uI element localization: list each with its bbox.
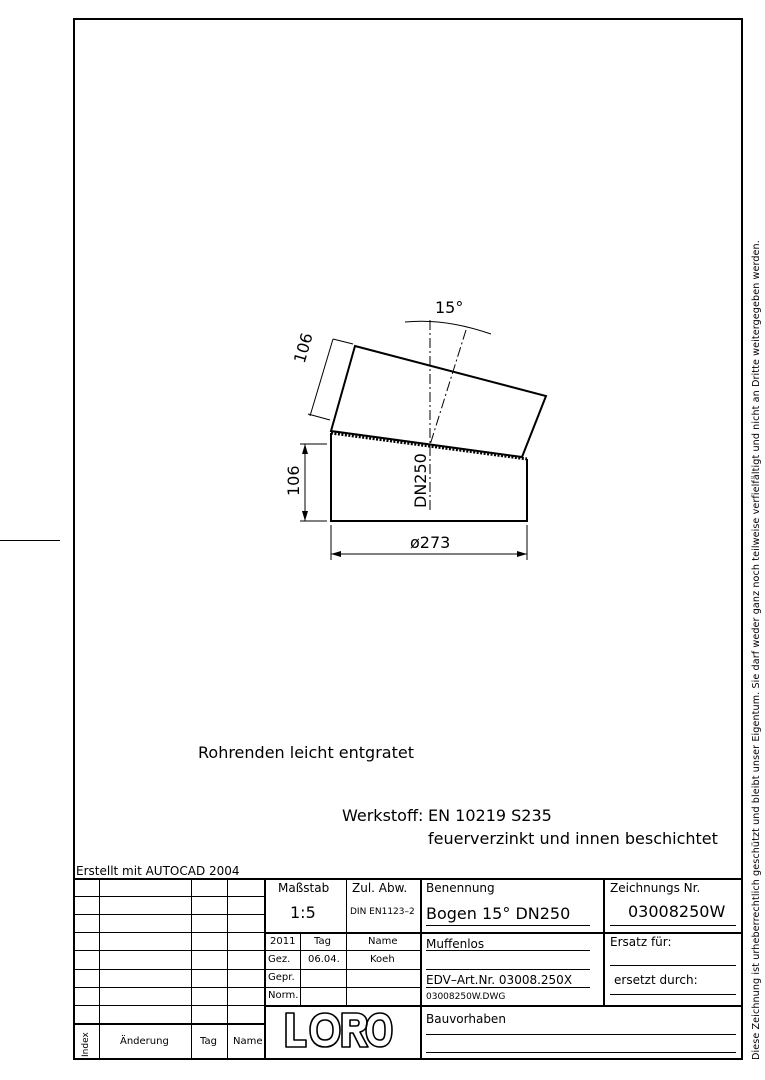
project-label: Bauvorhaben: [426, 1012, 506, 1026]
year-label: 2011: [270, 936, 296, 947]
angle-arc: [405, 321, 491, 334]
dim-lower-height-label: 106: [284, 465, 303, 496]
drawing-number-label: Zeichnungs Nr.: [610, 881, 701, 895]
angle-label: 15°: [435, 298, 464, 317]
revision-day-header: Tag: [200, 1036, 217, 1047]
revision-index-header: Index: [81, 1032, 91, 1057]
replaced-by-label: ersetzt durch:: [614, 973, 698, 987]
created-with-note: Erstellt mit AUTOCAD 2004: [76, 864, 240, 878]
tolerance-value: DIN EN1123–2: [350, 907, 415, 917]
dim-upper-height-label: 106: [290, 330, 317, 366]
center-lines: [430, 320, 466, 512]
tolerance-label: Zul. Abw.: [352, 881, 408, 895]
material-label: Werkstoff:: [342, 806, 424, 825]
name-header: Name: [368, 936, 398, 947]
scale-label: Maßstab: [278, 881, 330, 895]
dim-diameter-label: ø273: [410, 533, 451, 552]
designation-value: Bogen 15° DN250: [426, 904, 571, 923]
replacement-for-label: Ersatz für:: [610, 935, 672, 949]
checked-label: Gepr.: [268, 972, 295, 983]
dwg-file-name: 03008250W.DWG: [426, 992, 506, 1002]
drawing-number-value: 03008250W: [628, 902, 726, 921]
day-header: Tag: [314, 936, 331, 947]
drawn-label: Gez.: [268, 954, 291, 965]
material-coating: feuerverzinkt und innen beschichtet: [428, 829, 718, 848]
material-standard: EN 10219 S235: [428, 806, 552, 825]
deburr-note: Rohrenden leicht entgratet: [198, 743, 414, 762]
revision-change-header: Änderung: [120, 1036, 169, 1047]
drawn-name: Koeh: [370, 954, 395, 965]
drawn-date: 06.04.: [308, 954, 340, 965]
upper-pipe-segment: [331, 346, 546, 457]
subtitle: Muffenlos: [426, 937, 485, 951]
revision-name-header: Name: [233, 1036, 263, 1047]
dim-dn-label: DN250: [411, 453, 430, 508]
edv-article-number: EDV–Art.Nr. 03008.250X: [426, 973, 573, 987]
designation-label: Benennung: [426, 881, 495, 895]
scale-value: 1:5: [290, 903, 316, 922]
loro-logo: [284, 1010, 394, 1050]
copyright-note: Diese Zeichnung ist urheberrechtlich geschützt und bleibt unser Eigentum. Sie darf weder ganz noch teilweise verfielfältigt und nicht an Dritte weitergegeben werden.: [751, 240, 762, 1060]
dim-lower-height: [300, 444, 327, 521]
norm-label: Norm.: [268, 990, 299, 1001]
